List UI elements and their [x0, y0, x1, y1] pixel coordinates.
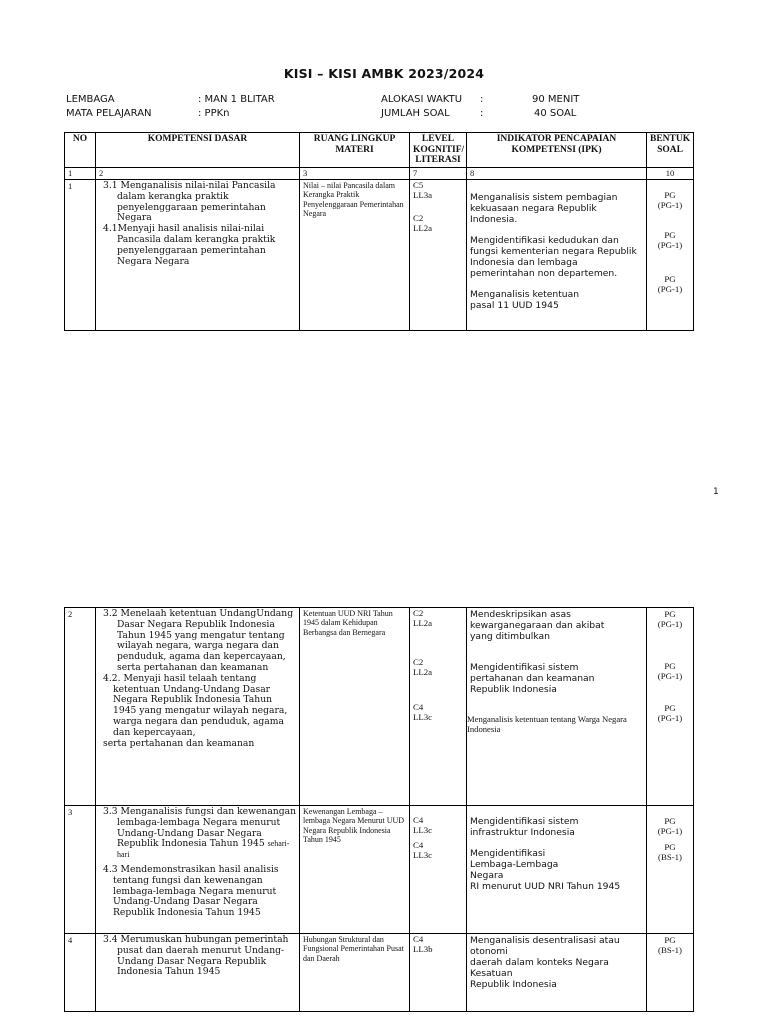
lembaga-value: : MAN 1 BLITAR [198, 94, 275, 105]
header-level-kognitif: LEVEL KOGNITIF/ LITERASI [410, 133, 467, 168]
bentuk-code: (BS-1) [658, 852, 682, 862]
ipk-item: RI menurut UUD NRI Tahun 1945 [470, 881, 621, 892]
col-num-10: 10 [647, 168, 694, 180]
ruang-lingkup-cell: Kewenangan Lembaga – lembaga Negara Menurut UUD Negara Republik Indonesia Tahun 1945 [300, 806, 410, 934]
kisi-table-part-1 [64, 132, 694, 331]
level-cell [410, 180, 467, 331]
kd-item: 3.4 Merumuskan hubungan pemerintah pusat dan daerah menurut Undang-Undang Dasar Negara Republik Indonesia Tahun 1945 [103, 934, 289, 978]
ruang-lingkup-cell: Nilai – nilai Pancasila dalam Kerangka Praktik Penyelenggaraan Pemerintahan Negara [300, 180, 410, 331]
alokasi-value: 90 MENIT [532, 94, 580, 105]
ipk-item: Mengidentifikasi sistem infrastruktur Indonesia [470, 816, 579, 838]
bentuk-type: PG [664, 703, 676, 713]
ipk-item: Mendeskripsikan asas kewarganegaraan dan akibat yang ditimbulkan [470, 609, 605, 642]
bentuk-soal-cell [647, 608, 694, 806]
page-title: KISI – KISI AMBK 2023/2024 [283, 66, 485, 81]
level-value: LL3b [413, 943, 433, 954]
row-number: 3 [65, 806, 96, 934]
ipk-cell [467, 806, 647, 934]
jumlah-label: JUMLAH SOAL [381, 108, 450, 119]
bentuk-code: (PG-1) [657, 619, 683, 629]
bentuk-type: PG [664, 935, 676, 945]
level-value: LL2a [413, 222, 433, 233]
level-value: LL3c [413, 849, 433, 860]
kd-item: 3.2 Menelaah ketentuan UndangUndang Dasar Negara Republik Indonesia Tahun 1945 yang mengatur tentang wilayah negara, warga negara dan penduduk, agama dan kepercayaan, serta pertahanan dan keamanan [103, 608, 294, 673]
level-cell [410, 934, 467, 1012]
kompetensi-dasar-cell [96, 180, 300, 331]
table-row [65, 934, 694, 1012]
bentuk-type: PG [664, 274, 676, 284]
level-value: C2 [413, 213, 424, 224]
kd-item: 4.1Menyaji hasil analisis nilai-nilai Pancasila dalam kerangka praktik penyelenggaraan pemerintahan Negara Negara [103, 223, 276, 267]
ruang-lingkup-cell: Hubungan Struktural dan Fungsional Pemerintahan Pusat dan Daerah [300, 934, 410, 1012]
kisi-table-part-2 [64, 607, 694, 1012]
bentuk-type: PG [664, 609, 676, 619]
lembaga-label: LEMBAGA [66, 94, 115, 105]
level-cell [410, 806, 467, 934]
kd-item: 4.3 Mendemonstrasikan hasil analisis tentang fungsi dan kewenangan lembaga-lembaga Negara menurut Undang-Undang Dasar Negara Republik Indonesia Tahun 1945 [103, 863, 279, 919]
col-num-1: 1 [65, 168, 96, 180]
mapel-label: MATA PELAJARAN [66, 108, 152, 119]
level-value: LL2a [413, 617, 433, 628]
kd-item-note: sehari-hari [117, 839, 290, 860]
bentuk-soal-cell [647, 806, 694, 934]
level-value: C5 [413, 180, 424, 190]
col-num-3: 3 [300, 168, 410, 180]
bentuk-code: (PG-1) [657, 826, 683, 836]
level-value: C4 [413, 702, 424, 713]
bentuk-type: PG [664, 190, 676, 200]
table-row [65, 806, 694, 934]
level-value: C4 [413, 815, 424, 825]
bentuk-type: PG [664, 661, 676, 671]
bentuk-code: (PG-1) [657, 713, 683, 723]
ipk-cell [467, 180, 647, 331]
alokasi-label: ALOKASI WAKTU [381, 94, 463, 105]
header-bentuk-soal: BENTUK SOAL [647, 133, 694, 168]
header-ipk: INDIKATOR PENCAPAIAN KOMPETENSI (IPK) [467, 133, 647, 168]
bentuk-code: (BS-1) [658, 945, 682, 955]
level-cell [410, 608, 467, 806]
header-no: NO [65, 133, 96, 168]
page-number: 1 [713, 487, 719, 497]
bentuk-code: (PG-1) [657, 200, 683, 210]
header-kompetensi-dasar: KOMPETENSI DASAR [96, 133, 300, 168]
meta-block [0, 93, 768, 123]
level-value: C4 [413, 840, 424, 851]
bentuk-type: PG [664, 816, 676, 826]
ipk-item: Menganalisis ketentuan tentang Warga Negara Indonesia [467, 714, 627, 734]
bentuk-soal-cell [647, 934, 694, 1012]
header-ruang-lingkup: RUANG LINGKUP MATERI [300, 133, 410, 168]
bentuk-code: (PG-1) [657, 240, 683, 250]
ipk-cell [467, 608, 647, 806]
kd-item-continued: serta pertahanan dan keamanan [103, 737, 255, 749]
ipk-item: Mengidentifikasi sistem pertahanan dan keamanan Republik Indonesia [470, 662, 595, 695]
ruang-lingkup-cell: Ketentuan UUD NRI Tahun 1945 dalam Kehidupan Berbangsa dan Bernegara [300, 608, 410, 806]
level-value: C2 [413, 608, 424, 618]
ipk-item: Menganalisis ketentuan pasal 11 UUD 1945 [470, 289, 580, 311]
bentuk-code: (PG-1) [657, 671, 683, 681]
ipk-item: Menganalisis desentralisasi atau otonomi [470, 935, 620, 957]
ipk-cell [467, 934, 647, 1012]
bentuk-code: (PG-1) [657, 284, 683, 294]
kompetensi-dasar-cell [96, 934, 300, 1012]
level-value: C4 [413, 934, 424, 944]
row-number: 2 [65, 608, 96, 806]
ipk-item: Mengidentifikasi Lembaga-Lembaga Negara [470, 848, 559, 881]
alokasi-colon: : [480, 94, 484, 105]
ipk-item: daerah dalam konteks Negara Kesatuan [470, 957, 609, 979]
col-num-2: 2 [96, 168, 300, 180]
jumlah-value: 40 SOAL [534, 108, 577, 119]
level-value: LL2a [413, 666, 433, 677]
kompetensi-dasar-cell [96, 806, 300, 934]
bentuk-soal-cell [647, 180, 694, 331]
row-number: 4 [65, 934, 96, 1012]
col-num-7: 7 [410, 168, 467, 180]
col-num-8: 8 [467, 168, 647, 180]
ipk-item: Menganalisis sistem pembagian kekuasaan negara Republik Indonesia. [470, 192, 618, 225]
level-value: LL3c [413, 824, 433, 835]
level-value: C2 [413, 657, 424, 668]
kd-item: 4.2. Menyaji hasil telaah tentang ketentuan Undang-Undang Dasar Negara Republik Indonesia Tahun 1945 yang mengatur wilayah negara, warga negara dan penduduk, agama dan kepercayaan, [103, 672, 288, 738]
jumlah-colon: : [480, 108, 484, 119]
bentuk-type: PG [664, 842, 676, 852]
kd-item-text: 3.3 Menganalisis fungsi dan kewenangan lembaga-lembaga Negara menurut Undang-Undang Dasar Negara Republik Indonesia Tahun 1945 [103, 806, 296, 850]
ipk-item: Republik Indonesia [470, 979, 557, 990]
column-number-row [65, 168, 694, 180]
kompetensi-dasar-cell [96, 608, 300, 806]
row-number: 1 [65, 180, 96, 331]
table-header-row [65, 133, 694, 168]
ipk-item: Mengidentifikasi kedudukan dan fungsi kementerian negara Republik Indonesia dan lembaga pemerintahan non departemen. [470, 235, 637, 279]
table-row [65, 608, 694, 806]
bentuk-type: PG [664, 230, 676, 240]
kd-item: 3.1 Menganalisis nilai-nilai Pancasila dalam kerangka praktik penyelenggaraan pemerintahan Negara [103, 180, 276, 224]
level-value: LL3c [413, 711, 433, 722]
table-row [65, 180, 694, 331]
kd-item [99, 807, 296, 861]
mapel-value: : PPKn [198, 108, 230, 119]
level-value: LL3a [413, 189, 433, 200]
